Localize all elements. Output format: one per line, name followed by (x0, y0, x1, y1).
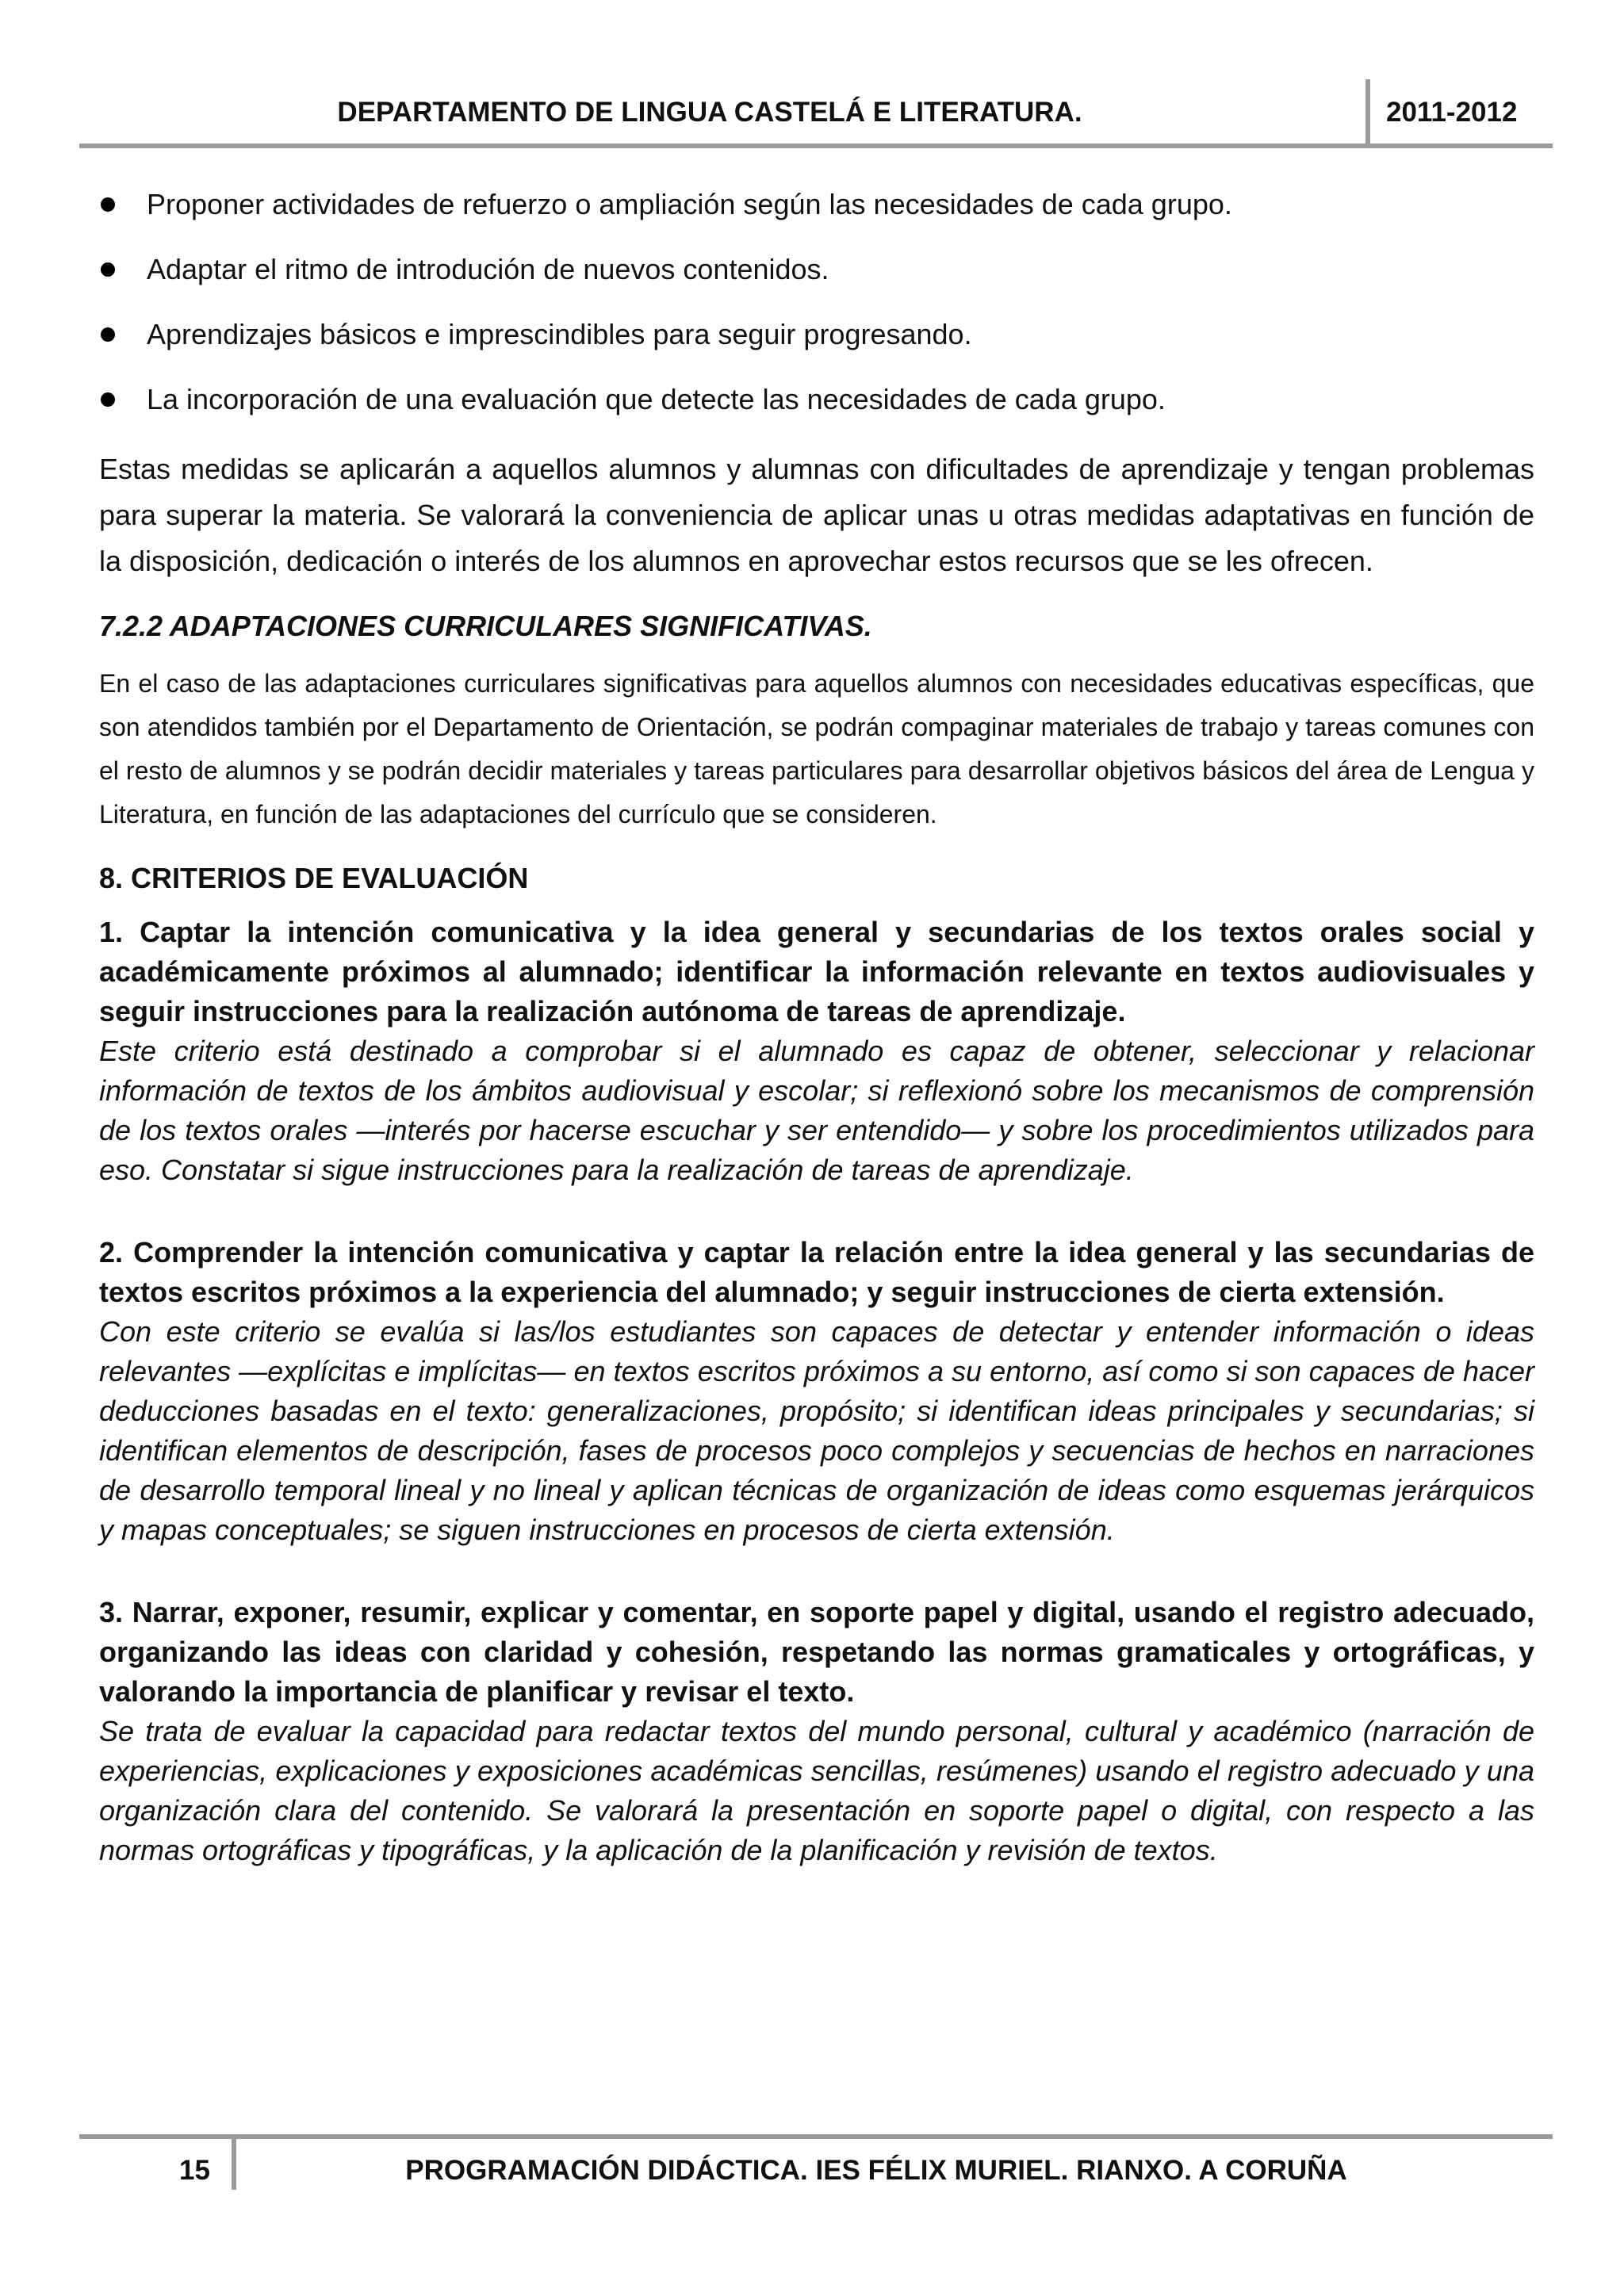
criterion-title: 1. Captar la intención comunicativa y la idea general y secundarias de los textos orales social y académicamente próximos al alumnado; identificar la información relevante en textos audiovisuales y seguir instrucciones para la realización autónoma de tareas de aprendizaje. (99, 916, 1534, 1027)
criterion-description: Con este criterio se evalúa si las/los estudiantes son capaces de detectar y entender información o ideas relevantes —explícitas e implícitas— en textos escritos próximos a su entorno, así como si son capaces de hacer deducciones basadas en el texto: generalizaciones, propósito; si identifican ideas principales y secundarias; si identifican elementos de descripción, fases de procesos poco complejos y secuencias de hechos en narraciones de desarrollo temporal lineal y no lineal y aplican técnicas de organización de ideas como esquemas jerárquicos y mapas conceptuales; se siguen instrucciones en procesos de cierta extensión. (99, 1315, 1534, 1546)
criterion-2 (99, 1233, 1534, 1550)
bullet-list (99, 186, 1534, 418)
bullet-icon (101, 392, 115, 407)
header-separator (1365, 79, 1370, 147)
page-header (0, 0, 1624, 159)
bullet-icon (101, 262, 115, 277)
list-item-text: La incorporación de una evaluación que detecte las necesidades de cada grupo. (147, 383, 1166, 415)
criterion-title: 2. Comprender la intención comunicativa y captar la relación entre la idea general y las secundarias de textos escritos próximos a la experiencia del alumnado; y seguir instrucciones de cierta extensión. (99, 1236, 1534, 1308)
list-item (99, 381, 1534, 418)
section-722-text: En el caso de las adaptaciones curriculares significativas para aquellos alumnos con necesidades educativas específicas, que son atendidos también por el Departamento de Orientación, se podrán compaginar materiales de trabajo y tareas comunes con el resto de alumnos y se podrán decidir materiales y tareas particulares para desarrollar objetivos básicos del área de Lengua y Literatura, en función de las adaptaciones del currículo que se consideren. (99, 669, 1534, 828)
footer-text: PROGRAMACIÓN DIDÁCTICA. IES FÉLIX MURIEL. RIANXO. A CORUÑA (405, 2155, 1347, 2186)
section-8-title: 8. CRITERIOS DE EVALUACIÓN (99, 862, 529, 894)
list-item-text: Proponer actividades de refuerzo o ampliación según las necesidades de cada grupo. (147, 188, 1232, 220)
page-content (99, 186, 1534, 1913)
list-item (99, 316, 1534, 353)
footer-separator (232, 2134, 236, 2190)
bullet-icon (101, 327, 115, 342)
list-item-text: Adaptar el ritmo de introdución de nuevos contenidos. (147, 253, 829, 285)
list-item (99, 251, 1534, 288)
header-year: 2011-2012 (1386, 97, 1518, 128)
criterion-description: Se trata de evaluar la capacidad para redactar textos del mundo personal, cultural y académico (narración de experiencias, explicaciones y exposiciones académicas sencillas, resúmenes) usando el registro adecuado y una organización clara del contenido. Se valorará la presentación en soporte papel o digital, con respecto a las normas ortográficas y tipográficas, y la aplicación de la planificación y revisión de textos. (99, 1715, 1534, 1866)
page-footer (0, 2125, 1624, 2212)
section-722-title: 7.2.2 ADAPTACIONES CURRICULARES SIGNIFICATIVAS. (99, 610, 872, 642)
footer-rule (79, 2134, 1553, 2139)
header-title: DEPARTAMENTO DE LINGUA CASTELÁ E LITERATURA. (337, 97, 1082, 128)
criterion-3 (99, 1593, 1534, 1870)
criterion-1 (99, 913, 1534, 1190)
header-rule (79, 144, 1553, 148)
measures-paragraph: Estas medidas se aplicarán a aquellos alumnos y alumnas con dificultades de aprendizaje y tengan problemas para superar la materia. Se valorará la conveniencia de aplicar unas u otras medidas adaptativas en función de la disposición, dedicación o interés de los alumnos en aprovechar estos recursos que se les ofrecen. (99, 453, 1534, 577)
list-item (99, 186, 1534, 223)
list-item-text: Aprendizajes básicos e imprescindibles para seguir progresando. (147, 318, 972, 350)
criterion-title: 3. Narrar, exponer, resumir, explicar y comentar, en soporte papel y digital, usando el registro adecuado, organizando las ideas con claridad y cohesión, respetando las normas gramaticales y ortográficas, y valorando la importancia de planificar y revisar el texto. (99, 1596, 1534, 1708)
bullet-icon (101, 197, 115, 212)
page-number: 15 (179, 2155, 210, 2186)
criterion-description: Este criterio está destinado a comprobar si el alumnado es capaz de obtener, seleccionar y relacionar información de textos de los ámbitos audiovisual y escolar; si reflexionó sobre los mecanismos de comprensión de los textos orales —interés por hacerse escuchar y ser entendido— y sobre los procedimientos utilizados para eso. Constatar si sigue instrucciones para la realización de tareas de aprendizaje. (99, 1035, 1534, 1186)
